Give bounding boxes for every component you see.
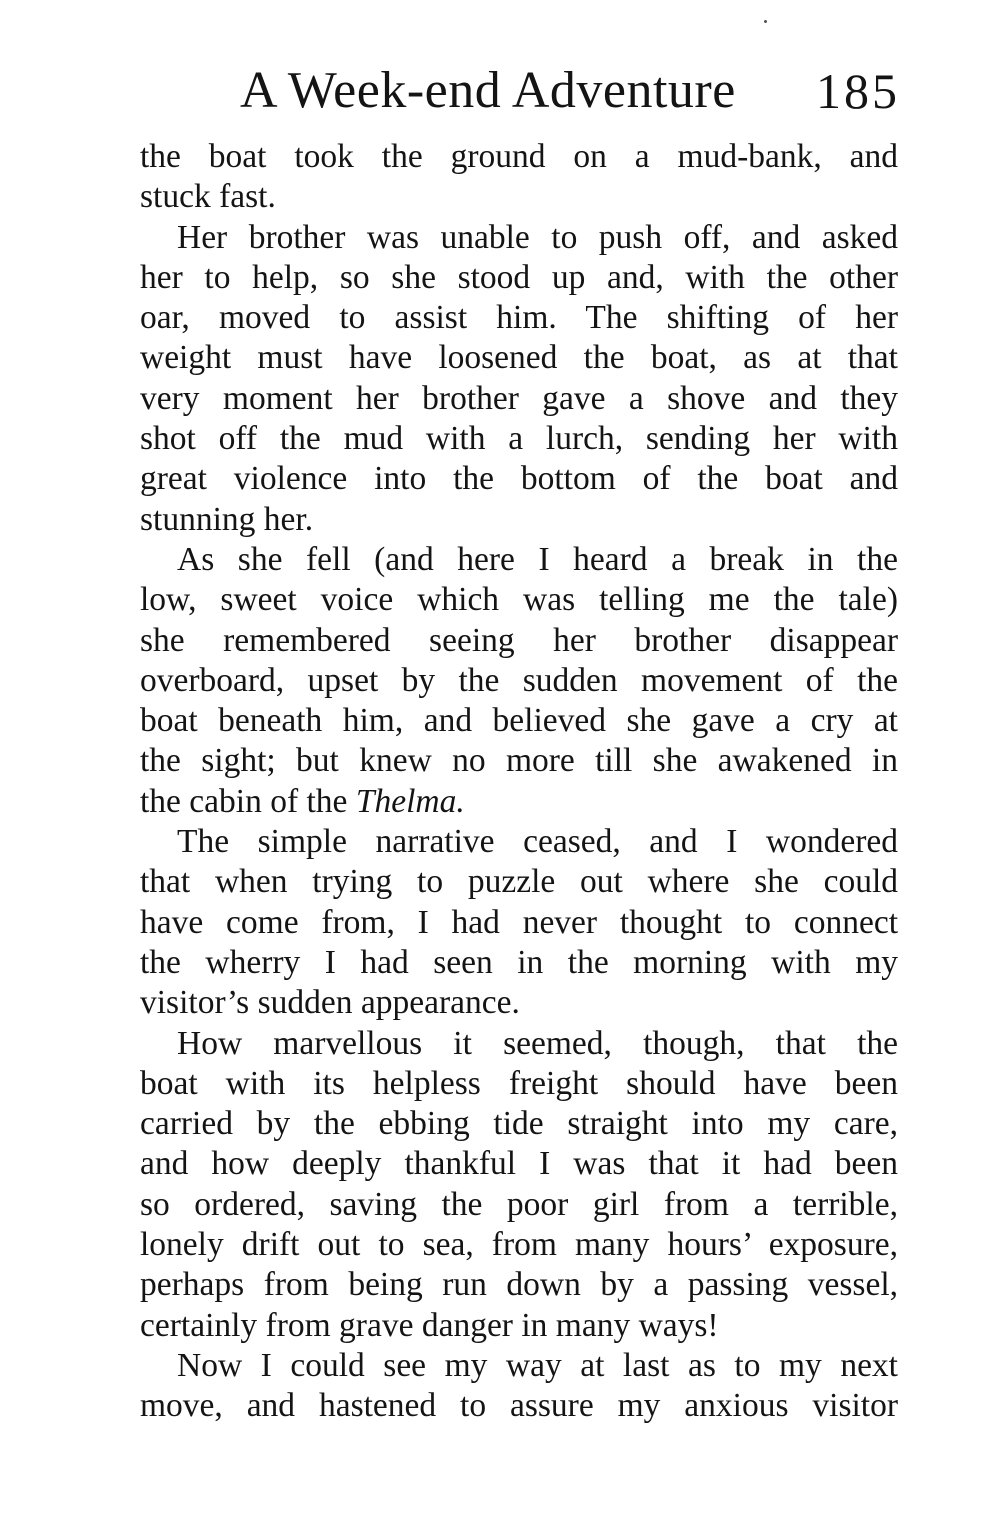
body-text [140,137,898,1427]
text-line: certainly from grave danger in many ways! [140,1306,719,1344]
text-segment: the cabin of the [140,782,348,820]
page-header [140,58,900,128]
text-line: boat with its helpless freight should have been [140,1064,898,1102]
text-line: Now I could see my way at last as to my next [177,1346,898,1384]
print-speck [764,20,767,23]
text-line: carried by the ebbing tide straight into my care, [140,1105,898,1143]
text-line: the boat took the ground on a mud-bank, and [140,138,898,175]
text-line: and how deeply thankful I was that it had been [140,1145,898,1183]
text-line: boat beneath him, and believed she gave a cry at [140,702,898,740]
text-line: have come from, I had never thought to connect [140,903,898,941]
text-line: great violence into the bottom of the boat and [140,460,898,498]
text-line: her to help, so she stood up and, with the other [140,258,898,296]
text-line: How marvellous it seemed, though, that the [177,1024,898,1062]
text-line: weight must have loosened the boat, as at that [140,339,898,377]
text-line: As she fell (and here I heard a break in the [177,540,898,578]
text-line: shot off the mud with a lurch, sending her with [140,420,898,458]
text-line: she remembered seeing her brother disappear [140,621,898,659]
text-line: so ordered, saving the poor girl from a terrible, [140,1185,898,1223]
text-line: The simple narrative ceased, and I wondered [177,823,898,861]
text-line: very moment her brother gave a shove and they [140,379,898,417]
text-line: oar, moved to assist him. The shifting of her [140,299,898,337]
text-line: stuck fast. [140,178,276,216]
page-number: 185 [816,63,900,119]
text-line: lonely drift out to sea, from many hours’ exposure, [140,1226,898,1264]
text-line: Her brother was unable to push off, and asked [177,218,898,256]
text-line: visitor’s sudden appearance. [140,984,520,1022]
text-line: low, sweet voice which was telling me the tale) [140,581,898,619]
text-line: perhaps from being run down by a passing vessel, [140,1266,898,1304]
ship-name: Thelma. [355,782,465,820]
text-line: the wherry I had seen in the morning with my [140,943,898,981]
text-line: stunning her. [140,500,314,538]
text-line: that when trying to puzzle out where she could [140,863,898,901]
running-title: A Week-end Adventure [240,62,736,119]
text-line: the sight; but knew no more till she awakened in [140,742,898,780]
text-line: overboard, upset by the sudden movement of the [140,661,898,699]
text-line [140,782,898,822]
text-line: move, and hastened to assure my anxious visitor [140,1387,898,1425]
